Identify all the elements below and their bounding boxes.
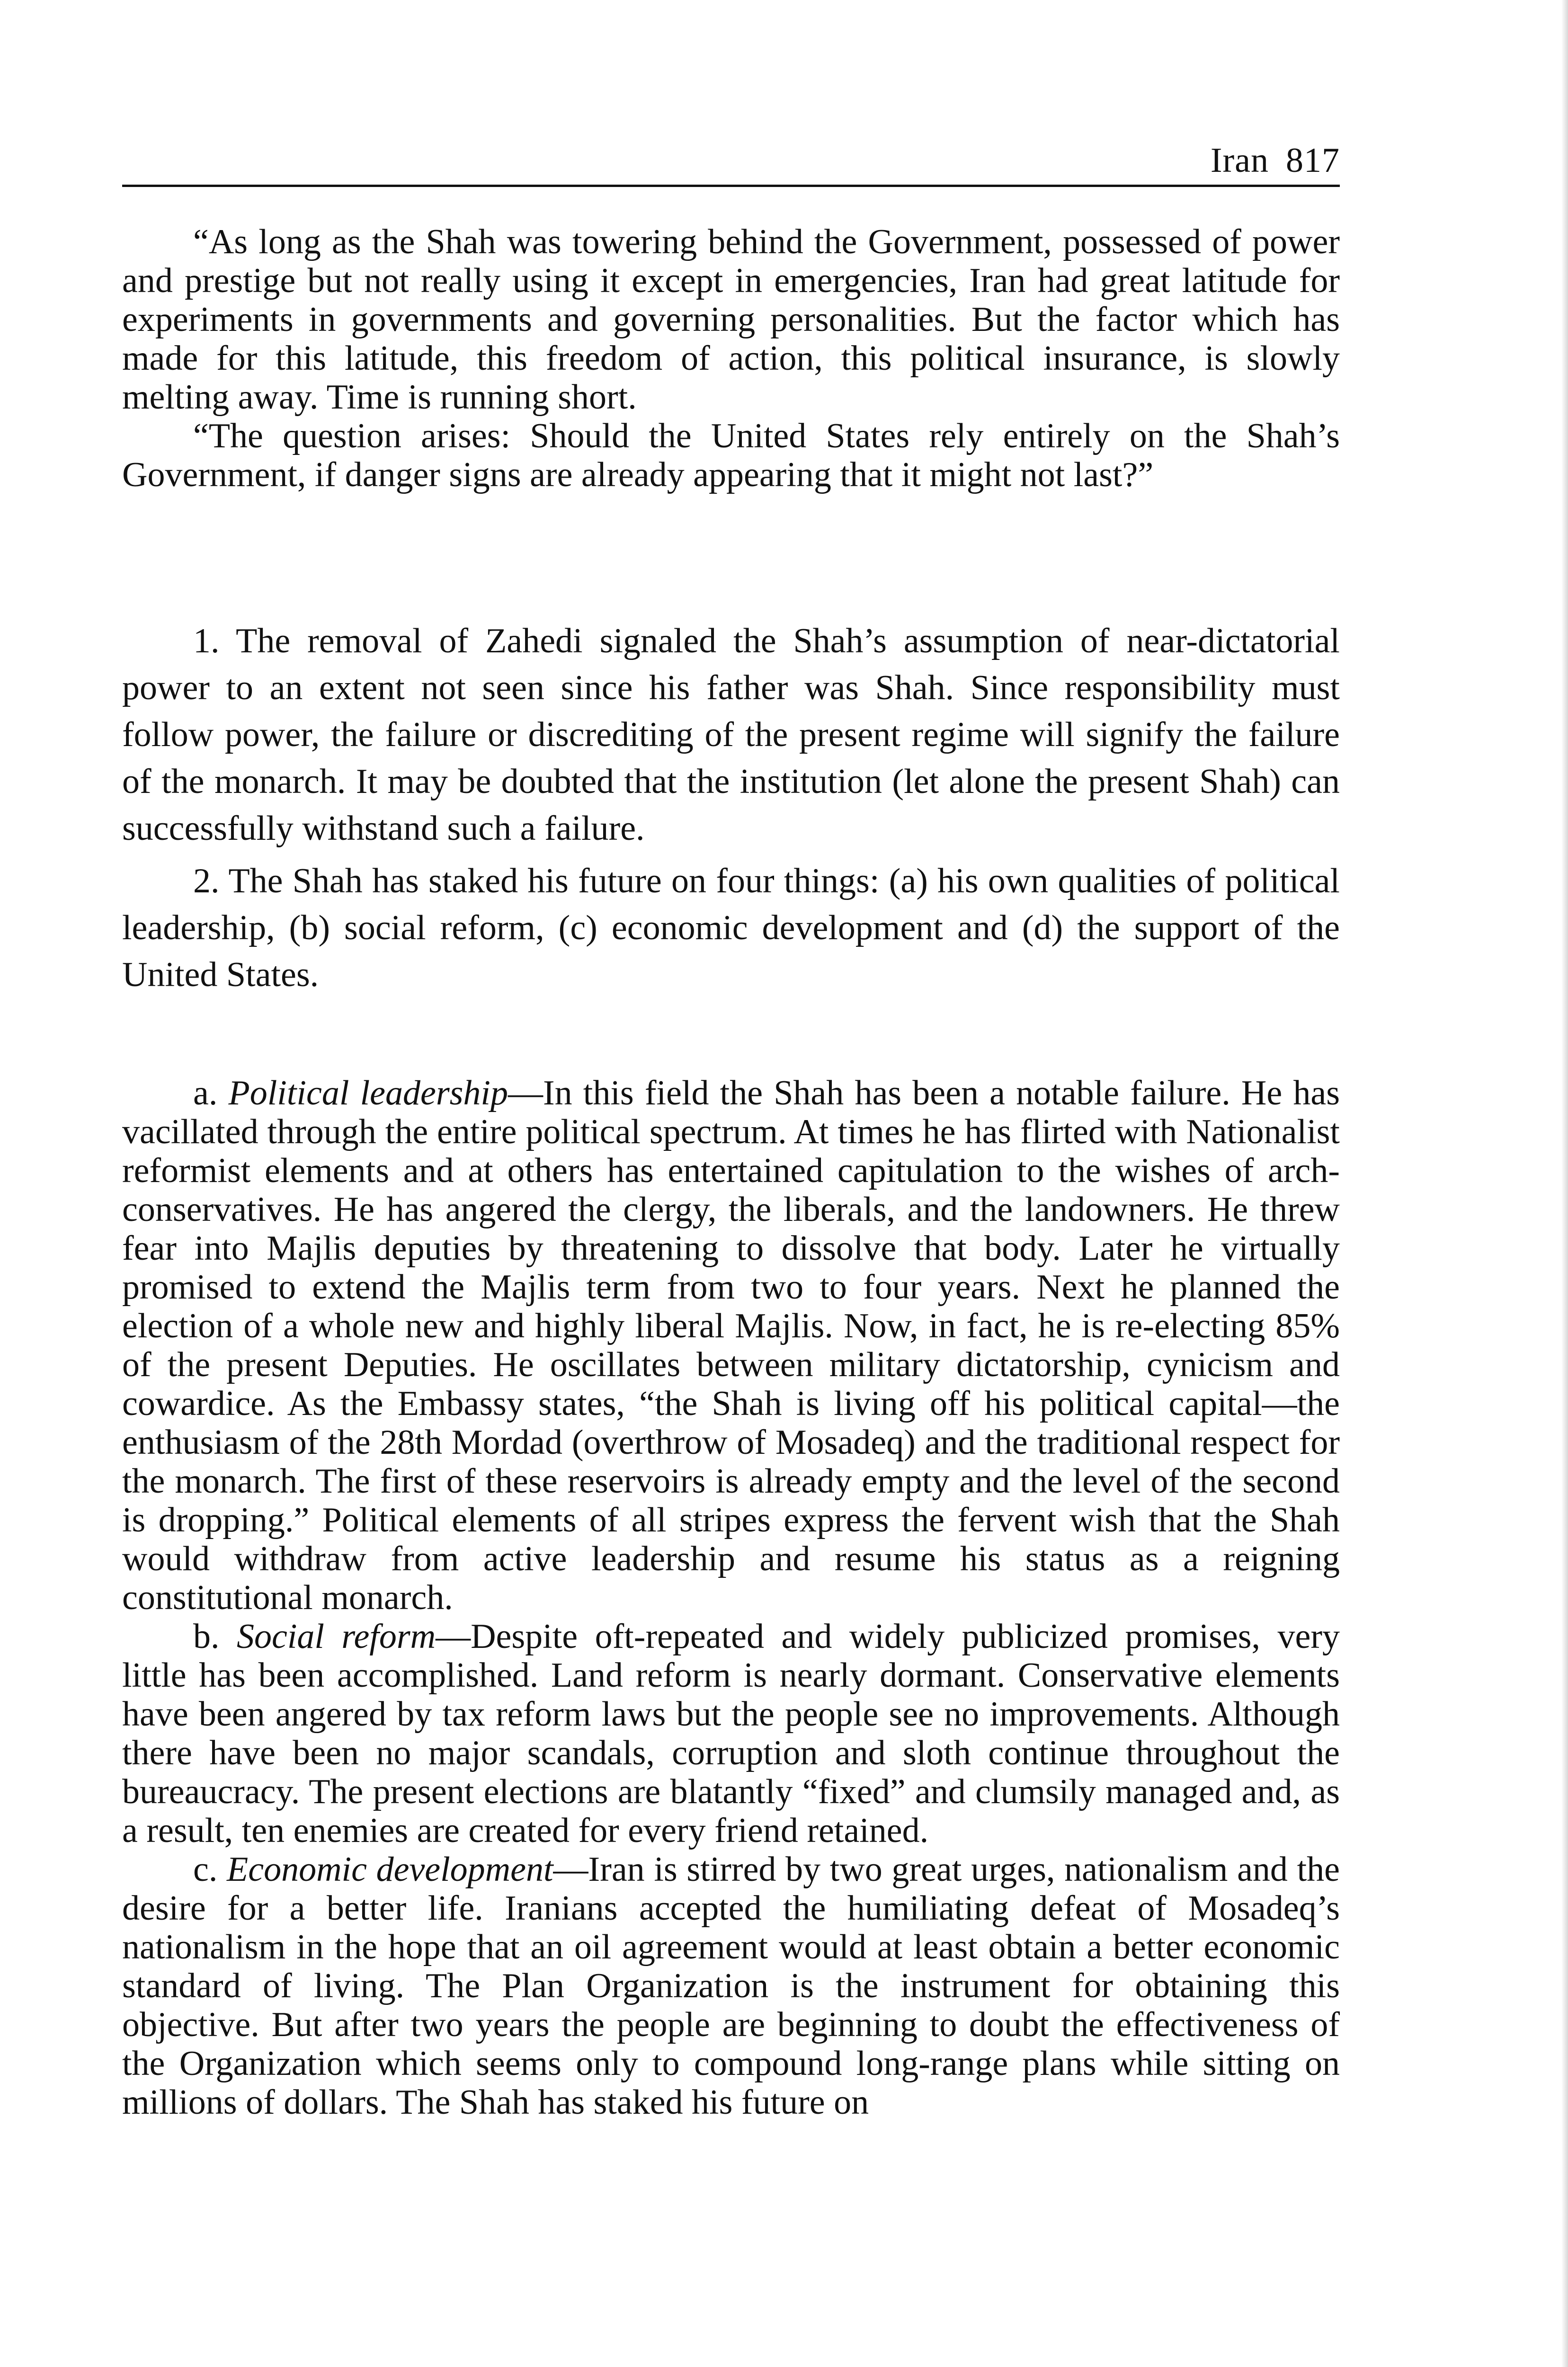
subsection-b xyxy=(122,1617,1340,1850)
subsection-c xyxy=(122,1850,1340,2122)
page-number: 817 xyxy=(1286,141,1340,180)
subsection-c-marker: c. xyxy=(193,1850,218,1889)
subsection-a-marker: a. xyxy=(193,1074,218,1112)
numbered-paragraphs xyxy=(122,618,1340,1004)
quoted-passage xyxy=(122,222,1340,494)
subsection-b-marker: b. xyxy=(193,1617,220,1656)
running-title: Iran xyxy=(1210,141,1269,180)
subsection-a-text: —In this field the Shah has been a notable failure. He has vacillated through the entire political spectrum. At times he has flirted with Nationalist reformist elements and at others has entertained capitulation to the wishes of arch-conservatives. He has angered the clergy, the liberals, and the landowners. He threw fear into Majlis deputies by threatening to dissolve that body. Later he virtually promised to extend the Majlis term from two to four years. Next he planned the election of a whole new and highly liberal Majlis. Now, in fact, he is re-electing 85% of the present Deputies. He oscillates between military dictatorship, cynicism and cowardice. As the Embassy states, “the Shah is living off his political capital—the enthusiasm of the 28th Mordad (overthrow of Mosadeq) and the traditional respect for the monarch. The first of these reservoirs is already empty and the level of the second is dropping.” Political elements of all stripes express the fervent wish that the Shah would withdraw from active leadership and resume his status as a reigning constitutional monarch. xyxy=(122,1074,1340,1617)
subsection-b-heading: Social reform xyxy=(236,1617,436,1656)
page-edge-shadow xyxy=(1561,0,1568,2367)
subsection-a-heading: Political leadership xyxy=(228,1074,508,1112)
quote-paragraph-1: “As long as the Shah was towering behind the Government, possessed of power and prestige but not really using it except in emergencies, Iran had great latitude for experiments in governments and governing personalities. But the factor which has made for this latitude, this freedom of action, this political insurance, is slowly melting away. Time is running short. xyxy=(122,222,1340,417)
paragraph-2: 2. The Shah has staked his future on four things: (a) his own qualities of political leadership, (b) social reform, (c) economic development and (d) the support of the United States. xyxy=(122,862,1340,994)
subsections xyxy=(122,1074,1340,2122)
running-head xyxy=(1211,141,1340,181)
subsection-a xyxy=(122,1074,1340,1617)
subsection-b-text: —Despite oft-repeated and widely publicized promises, very little has been accomplished. Land reform is nearly dormant. Conservative elements have been angered by tax reform laws but the people see no improvements. Although there have been no major scandals, corruption and sloth continue throughout the bureaucracy. The present elections are blatantly “fixed” and clumsily managed and, as a result, ten enemies are created for every friend retained. xyxy=(122,1617,1340,1850)
subsection-c-text: —Iran is stirred by two great urges, nationalism and the desire for a better life. Iranians accepted the humiliating defeat of Mosadeq’s nationalism in the hope that an oil agreement would at least obtain a better economic standard of living. The Plan Organization is the instrument for obtaining this objective. But after two years the people are beginning to doubt the effectiveness of the Organization which seems only to compound long-range plans while sitting on millions of dollars. The Shah has staked his future on xyxy=(122,1850,1340,2122)
quote-paragraph-2: “The question arises: Should the United States rely entirely on the Shah’s Government, if danger signs are already appearing that it might not last?” xyxy=(122,417,1340,494)
paragraph-1: 1. The removal of Zahedi signaled the Shah’s assumption of near-dictatorial power to an extent not seen since his father was Shah. Since responsibility must follow power, the failure or discrediting of the present regime will signify the failure of the monarch. It may be doubted that the institution (let alone the present Shah) can successfully withstand such a failure. xyxy=(122,622,1340,848)
page-header xyxy=(122,137,1340,187)
subsection-c-heading: Economic development xyxy=(227,1850,553,1889)
